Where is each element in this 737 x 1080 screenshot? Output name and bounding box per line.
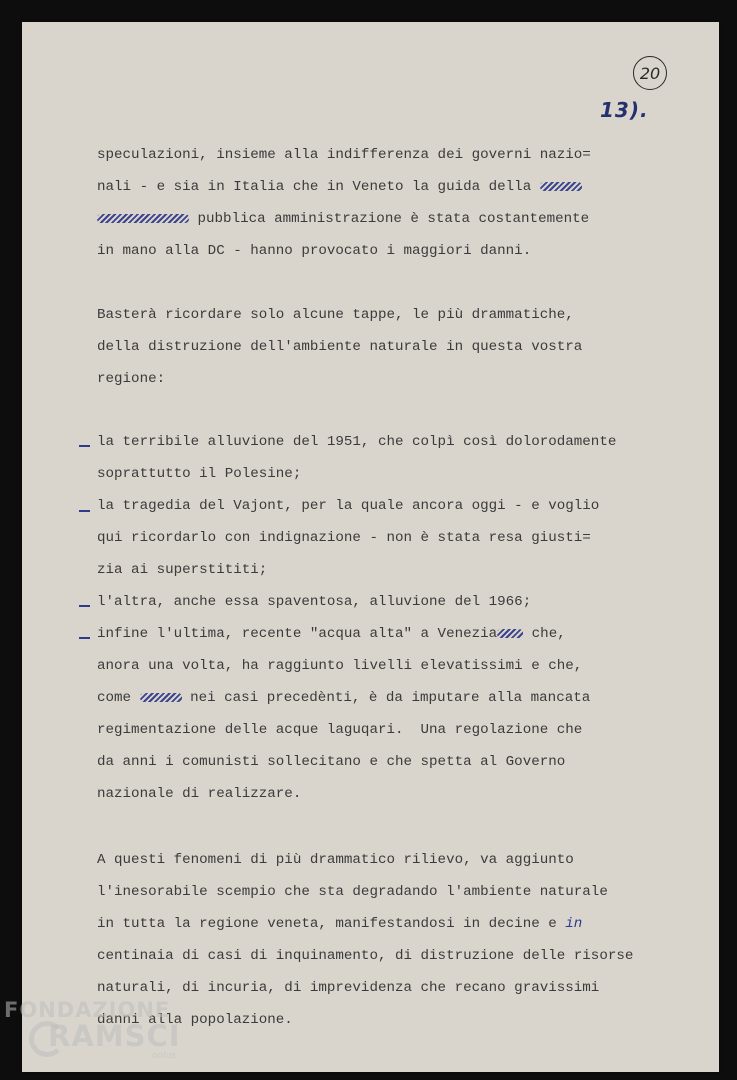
handwritten-dash — [79, 510, 90, 512]
handwritten-dash — [79, 637, 90, 639]
text-line: l'altra, anche essa spaventosa, alluvione del 1966; — [97, 594, 532, 610]
text-line: la tragedia del Vajont, per la quale ancora oggi - e voglio — [97, 498, 600, 514]
text-line: della distruzione dell'ambiente naturale in questa vostra — [97, 339, 583, 355]
fondazione-gramsci-watermark — [4, 998, 181, 1061]
text-line: soprattutto il Polesine; — [97, 466, 302, 482]
text-line: pubblica amministrazione è stata costantemente — [97, 211, 589, 227]
text-line: in mano alla DC - hanno provocato i maggiori danni. — [97, 243, 532, 259]
watermark-line3: onlus — [152, 1051, 177, 1061]
text-line: A questi fenomeni di più drammatico rilievo, va aggiunto — [97, 852, 574, 868]
handwritten-dash — [79, 605, 90, 607]
circled-number-annotation: 20 — [633, 56, 667, 90]
text-line: speculazioni, insieme alla indifferenza dei governi nazio= — [97, 147, 591, 163]
handwritten-insertion: in — [565, 916, 583, 932]
text-line: danni alla popolazione. — [97, 1012, 293, 1028]
text-line: nazionale di realizzare. — [97, 786, 302, 802]
text-line: infine l'ultima, recente "acqua alta" a Venezia che, — [97, 626, 566, 642]
handwritten-dash — [79, 445, 90, 447]
text-line: regione: — [97, 371, 166, 387]
text-line: centinaia di casi di inquinamento, di distruzione delle risorse — [97, 948, 634, 964]
strikeout-scribble — [540, 182, 582, 191]
text-line: l'inesorabile scempio che sta degradando l'ambiente naturale — [97, 884, 608, 900]
text-line: in tutta la regione veneta, manifestandosi in decine e in — [97, 916, 583, 932]
text-line: nali - e sia in Italia che in Veneto la guida della — [97, 179, 582, 195]
watermark-line2: RAMSCI — [48, 1019, 181, 1053]
text-line: da anni i comunisti sollecitano e che spetta al Governo — [97, 754, 566, 770]
watermark-line1: FONDAZIONE — [4, 998, 171, 1022]
text-line: anora una volta, ha raggiunto livelli elevatissimi e che, — [97, 658, 583, 674]
strikeout-scribble — [497, 629, 523, 638]
text-line: Basterà ricordare solo alcune tappe, le più drammatiche, — [97, 307, 574, 323]
strikeout-scribble — [140, 693, 182, 702]
page-number-annotation: 13). — [600, 98, 649, 122]
text-line: qui ricordarlo con indignazione - non è stata resa giusti= — [97, 530, 591, 546]
text-line: naturali, di incuria, di imprevidenza che recano gravissimi — [97, 980, 600, 996]
text-line: zia ai superstititi; — [97, 562, 268, 578]
text-line: regimentazione delle acque laguqari. Una regolazione che — [97, 722, 583, 738]
text-line: come nei casi precedènti, è da imputare alla mancata — [97, 690, 591, 706]
text-line: la terribile alluvione del 1951, che colpì così dolorodamente — [97, 434, 617, 450]
strikeout-scribble — [97, 214, 189, 223]
